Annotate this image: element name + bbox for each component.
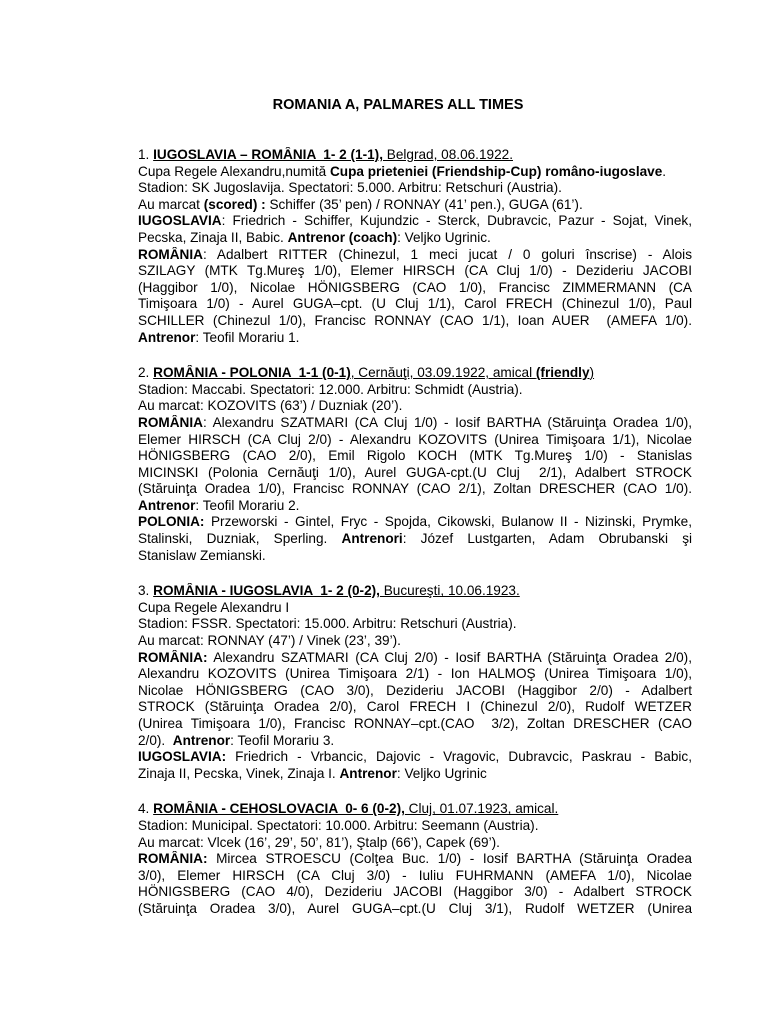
text-segment: Cupa Regele Alexandru,numită xyxy=(138,163,330,179)
text-segment: Stadion: SK Jugoslavija. Spectatori: 5.000. Arbitru: Retschuri (Austria). xyxy=(138,180,562,196)
text-segment: Antrenor (coach) xyxy=(287,229,398,245)
text-segment: Schiffer (35’ pen) / RONNAY (41’ pen.), GUGA (61’). xyxy=(265,196,583,212)
text-line xyxy=(138,164,692,181)
text-segment: (Haggibor 1/0), Nicolae HÖNIGSBERG (CAO 1/0), Francisc ZIMMERMANN (CA xyxy=(138,279,692,295)
text-line xyxy=(138,699,692,716)
text-line xyxy=(138,749,692,766)
text-segment: HÖNIGSBERG (CAO 2/0), Emil Rigolo KOCH (MTK Tg.Mureş 1/0) - Stanislas xyxy=(138,448,692,464)
text-line xyxy=(138,818,692,835)
text-line xyxy=(138,280,692,297)
text-segment: : Veljko Ugrinic. xyxy=(397,229,491,245)
text-segment: Zinaja II, Pecska, Vinek, Zinaja I. xyxy=(138,765,340,781)
text-segment: Stanislaw Zemianski. xyxy=(138,547,266,563)
text-segment: Antrenor xyxy=(339,765,397,781)
text-segment: (Stăruinţa Oradea 3/0), Aurel GUGA–cpt.(U Cluj 3/1), Rudolf WETZER (Unirea xyxy=(138,900,692,916)
text-segment: IUGOSLAVIA xyxy=(138,213,222,229)
text-line xyxy=(138,666,692,683)
text-line xyxy=(138,650,692,667)
text-segment: Cupa Regele Alexandru I xyxy=(138,599,290,615)
text-line xyxy=(138,835,692,852)
text-segment: (friendly xyxy=(535,365,590,381)
text-line xyxy=(138,263,692,280)
text-segment: 3. xyxy=(138,583,154,599)
document-body xyxy=(138,147,692,937)
text-segment: 2/0). xyxy=(138,732,173,748)
text-segment: Elemer HIRSCH (CA Cluj 2/0) - Alexandru KOZOVITS (Unirea Timişoara 1/1), Nicolae xyxy=(138,431,692,447)
text-line xyxy=(138,616,692,633)
text-line xyxy=(138,766,692,783)
text-segment: Cluj, 01.07.1923, amical. xyxy=(404,801,559,817)
text-line xyxy=(138,531,692,548)
text-segment: ROMÂNIA: xyxy=(138,649,208,665)
text-segment: Au marcat: RONNAY (47’) / Vinek (23’, 39’). xyxy=(138,633,401,649)
text-line xyxy=(138,733,692,750)
text-line xyxy=(138,147,692,164)
text-line xyxy=(138,884,692,901)
text-segment: : Friedrich - Schiffer, Kujundzic - Sterck, Dubravcic, Pazur - Sojat, Vinek, xyxy=(221,213,692,229)
text-line xyxy=(138,868,692,885)
text-line xyxy=(138,180,692,197)
text-line xyxy=(138,801,692,818)
text-line xyxy=(138,514,692,531)
text-line xyxy=(138,716,692,733)
text-segment: Au marcat: Vlcek (16’, 29’, 50’, 81’), Ştalp (66’), Capek (69’). xyxy=(138,834,500,850)
text-line xyxy=(138,213,692,230)
text-line xyxy=(138,230,692,247)
text-line xyxy=(138,633,692,650)
text-line xyxy=(138,197,692,214)
text-segment: Friedrich - Vrbancic, Dajovic - Vragovic, Dubravcic, Paskrau - Babic, xyxy=(226,749,692,765)
match-entry-1 xyxy=(138,147,692,346)
text-segment: Mircea STROESCU (Colţea Buc. 1/0) - Iosif BARTHA (Stăruinţa Oradea xyxy=(207,851,692,867)
text-line xyxy=(138,448,692,465)
text-segment: , Cernăuţi, 03.09.1922, amical xyxy=(350,365,536,381)
text-segment: Antrenori xyxy=(341,531,403,547)
text-segment: Antrenor xyxy=(138,497,196,513)
text-line xyxy=(138,583,692,600)
text-segment: : Teofil Morariu 1. xyxy=(195,329,300,345)
text-segment: (Unirea Timişoara 1/0), Francisc RONNAY–cpt.(CAO 3/2), Zoltan DRESCHER (CAO xyxy=(138,716,692,731)
text-line xyxy=(138,901,692,918)
text-segment: Stadion: Municipal. Spectatori: 10.000. Arbitru: Seemann (Austria). xyxy=(138,817,539,833)
text-segment: : Alexandru SZATMARI (CA Cluj 1/0) - Iosif BARTHA (Stăruinţa Oradea 1/0), xyxy=(202,414,692,430)
text-segment: Stadion: FSSR. Spectatori: 15.000. Arbitru: Retschuri (Austria). xyxy=(138,616,517,632)
text-segment: Timişoara 1/0) - Aurel GUGA–cpt. (U Cluj 1/1), Carol FRECH (Chinezul 1/0), Paul xyxy=(138,296,692,312)
text-segment: 2. xyxy=(138,365,154,381)
text-segment: : Adalbert RITTER (Chinezul, 1 meci jucat / 0 goluri înscrise) - Alois xyxy=(202,246,692,262)
text-segment: : Teofil Morariu 2. xyxy=(195,497,300,513)
text-segment: : Teofil Morariu 3. xyxy=(230,732,335,748)
text-line xyxy=(138,548,692,565)
text-segment: IUGOSLAVIA: xyxy=(138,749,227,765)
text-segment: . xyxy=(662,163,667,179)
text-line xyxy=(138,683,692,700)
text-segment: Alexandru KOZOVITS (Unirea Timişoara 2/1) - Ion HALMOŞ (Unirea Timişoara 1/0), xyxy=(138,666,692,682)
text-segment: SCHILLER (Chinezul 1/0), Francisc RONNAY (CAO 1/1), Ioan AUER (AMEFA 1/0). xyxy=(138,312,692,328)
text-line xyxy=(138,247,692,264)
text-segment: HÖNIGSBERG (CAO 4/0), Dezideriu JACOBI (Haggibor 3/0) - Adalbert STROCK xyxy=(138,884,692,900)
text-line xyxy=(138,296,692,313)
text-segment: IUGOSLAVIA – ROMÂNIA 1- 2 (1-1), xyxy=(153,147,383,162)
text-segment: ) xyxy=(589,365,595,381)
text-segment: Stalinski, Duzniak, Sperling. xyxy=(138,531,342,547)
text-line xyxy=(138,365,692,382)
text-line xyxy=(138,481,692,498)
text-segment: (Stăruinţa Oradea 1/0), Francisc RONNAY (CAO 2/1), Zoltan DRESCHER (CAO 1/0). xyxy=(138,481,692,497)
text-segment: POLONIA: xyxy=(138,514,205,530)
text-segment: STROCK (Stăruinţa Oradea 2/0), Carol FRECH I (Chinezul 2/0), Rudolf WETZER xyxy=(138,699,692,715)
text-segment: SZILAGY (MTK Tg.Mureş 1/0), Elemer HIRSCH (CA Cluj 1/0) - Dezideriu JACOBI xyxy=(138,263,692,279)
text-segment: Pecska, Zinaja II, Babic. xyxy=(138,229,288,245)
match-entry-4 xyxy=(138,801,692,917)
text-segment: Belgrad, 08.06.1922. xyxy=(382,147,513,162)
text-line xyxy=(138,398,692,415)
text-segment: Alexandru SZATMARI (CA Cluj 2/0) - Iosif BARTHA (Stăruinţa Oradea 2/0), xyxy=(207,649,692,665)
text-segment: ROMÂNIA - IUGOSLAVIA 1- 2 (0-2), xyxy=(153,583,380,599)
text-segment: Nicolae HÖNIGSBERG (CAO 3/0), Dezideriu JACOBI (Haggibor 2/0) - Adalbert xyxy=(138,682,692,698)
text-line xyxy=(138,382,692,399)
text-segment: ROMÂNIA xyxy=(138,246,203,262)
text-line xyxy=(138,851,692,868)
text-segment: MICINSKI (Polonia Cernăuţi 1/0), Aurel GUGA-cpt.(U Cluj 2/1), Adalbert STROCK xyxy=(138,464,692,480)
text-segment: ROMÂNIA - POLONIA 1-1 (0-1) xyxy=(153,365,351,381)
text-segment: : Veljko Ugrinic xyxy=(396,765,487,781)
text-segment: Antrenor xyxy=(138,329,196,345)
text-segment: 1. xyxy=(138,147,154,162)
text-segment: Cupa prieteniei (Friendship-Cup) româno-iugoslave xyxy=(329,163,663,179)
match-entry-2 xyxy=(138,365,692,564)
text-segment: Au marcat xyxy=(138,196,204,212)
text-line xyxy=(138,600,692,617)
text-line xyxy=(138,498,692,515)
page-title: ROMANIA A, PALMARES ALL TIMES xyxy=(272,97,524,113)
text-segment: ROMÂNIA - CEHOSLOVACIA 0- 6 (0-2), xyxy=(153,801,405,817)
text-segment: Au marcat: KOZOVITS (63’) / Duzniak (20’). xyxy=(138,398,403,414)
text-segment: Przeworski - Gintel, Fryc - Spojda, Cikowski, Bulanow II - Nizinski, Prymke, xyxy=(204,514,692,530)
text-segment: : Józef Lustgarten, Adam Obrubanski şi xyxy=(402,531,692,547)
match-entry-3 xyxy=(138,583,692,782)
text-segment: 3/0), Elemer HIRSCH (CA Cluj 3/0) - Iuliu FUHRMANN (AMEFA 1/0), Nicolae xyxy=(138,867,692,883)
text-segment: Antrenor xyxy=(172,732,231,748)
text-line xyxy=(138,465,692,482)
text-line xyxy=(138,313,692,330)
text-line xyxy=(138,330,692,347)
text-line xyxy=(138,432,692,449)
text-segment: ROMÂNIA xyxy=(138,414,203,430)
text-segment: Stadion: Maccabi. Spectatori: 12.000. Arbitru: Schmidt (Austria). xyxy=(138,381,523,397)
text-segment: ROMÂNIA: xyxy=(138,851,208,867)
text-line xyxy=(138,415,692,432)
text-segment: Bucureşti, 10.06.1923. xyxy=(379,583,520,599)
text-segment: 4. xyxy=(138,801,154,817)
text-segment: (scored) : xyxy=(203,196,266,212)
